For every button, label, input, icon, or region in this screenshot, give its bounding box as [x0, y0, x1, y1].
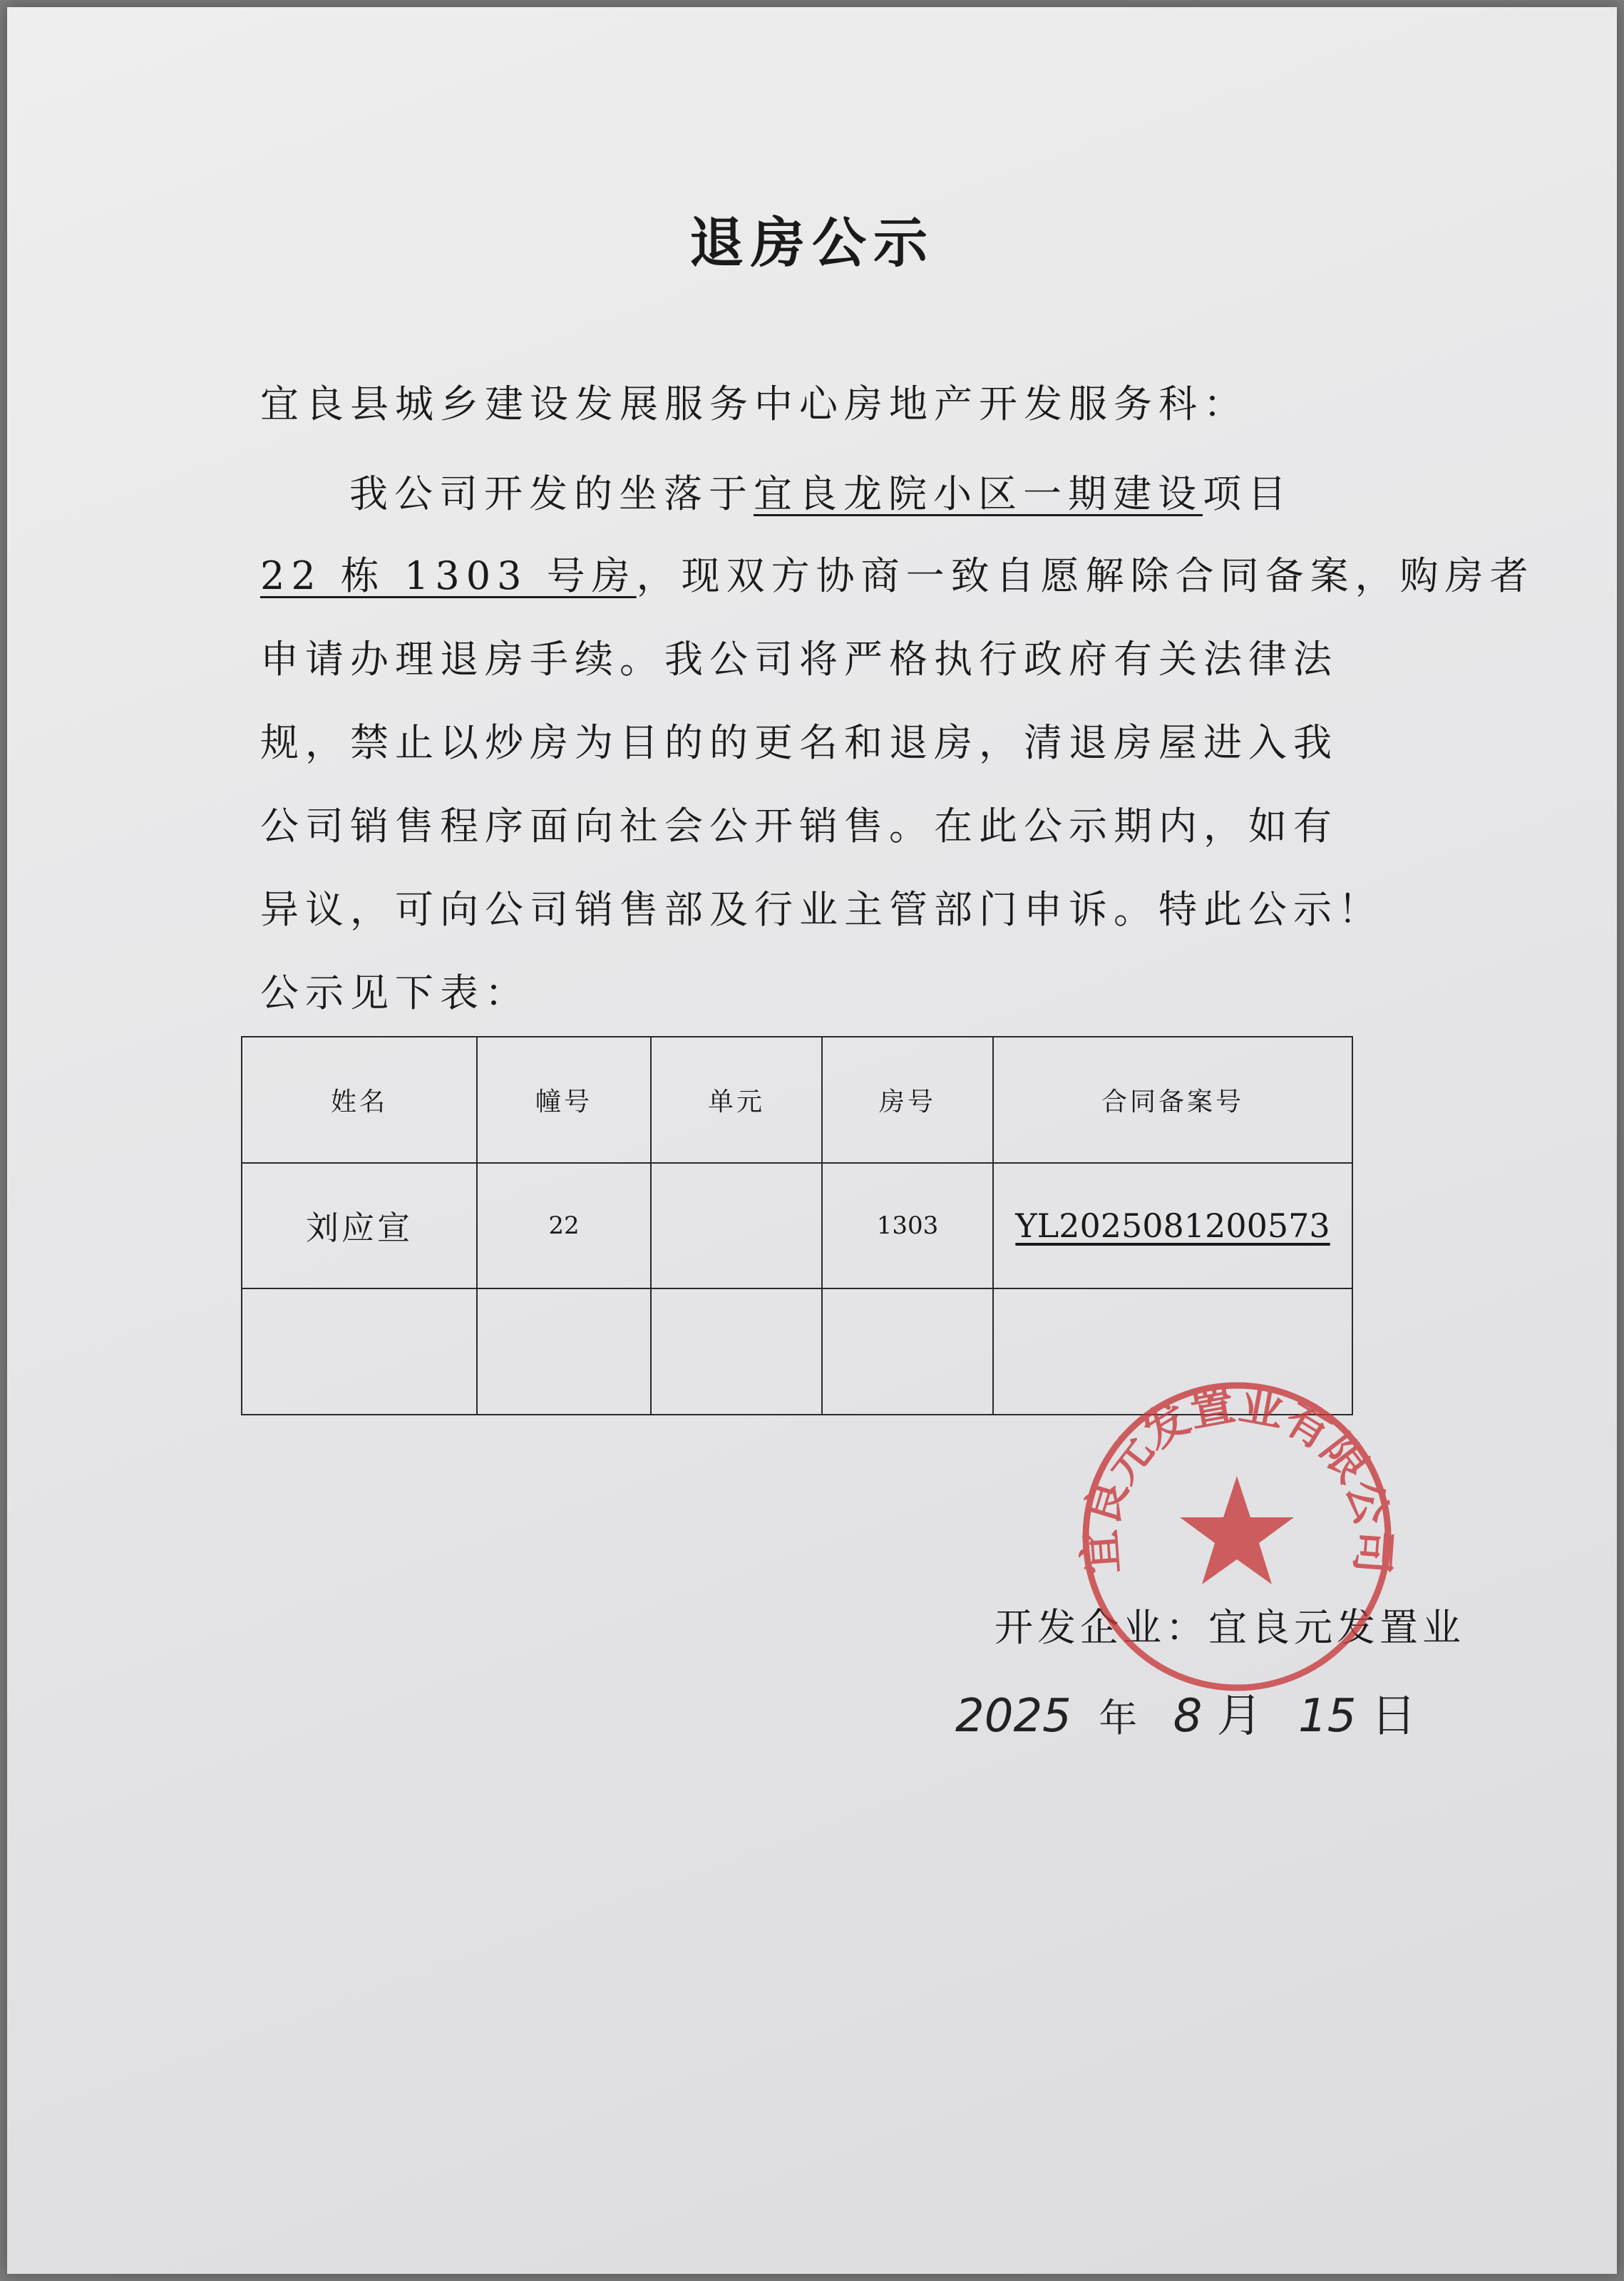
header-name: 姓名: [242, 1037, 477, 1163]
refund-table: [241, 1036, 1353, 1415]
body-text: 项目: [1203, 471, 1292, 516]
body-line-2: [260, 548, 1535, 605]
date-year-unit: 年: [1099, 1696, 1138, 1741]
table-row: [242, 1163, 1352, 1289]
seal-text-path: 宜良元发置业有限公司: [1073, 1378, 1401, 1576]
cell-contract-no: YL2025081200573: [993, 1163, 1352, 1289]
date-day: 15: [1297, 1690, 1357, 1743]
cell-name: 刘应宣: [242, 1163, 477, 1289]
company-seal: [1069, 1369, 1404, 1704]
body-line-3: 申请办理退房手续。我公司将严格执行政府有关法律法: [260, 637, 1338, 682]
developer-signature: 开发企业：宜良元发置业: [995, 1605, 1465, 1650]
body-text: ，现双方协商一致自愿解除合同备案，购房者: [636, 553, 1535, 598]
body-line-5: 公司销售程序面向社会公开销售。在此公示期内，如有: [260, 804, 1338, 849]
body-line-6: 异议，可向公司销售部及行业主管部门申诉。特此公示！: [260, 887, 1383, 932]
body-line-1: [349, 466, 1292, 523]
body-text: 我公司开发的坐落于: [349, 471, 754, 516]
document-title: 退房公示: [689, 211, 935, 275]
header-building: 幢号: [477, 1037, 651, 1163]
cell-empty: [477, 1288, 651, 1415]
date-day-unit: 日: [1370, 1690, 1417, 1743]
body-line-4: 规，禁止以炒房为目的的更名和退房，清退房屋进入我: [260, 720, 1338, 765]
cell-empty: [651, 1288, 822, 1415]
cell-empty: [822, 1288, 993, 1415]
cell-empty: [242, 1288, 477, 1415]
header-contract-no: 合同备案号: [993, 1037, 1352, 1163]
header-unit: 单元: [651, 1037, 822, 1163]
date-year: 2025: [955, 1690, 1071, 1743]
unit-reference: 22 栋 1303 号房: [260, 553, 637, 598]
recipient-line: 宜良县城乡建设发展服务中心房地产开发服务科：: [260, 381, 1248, 426]
date-month-unit: 月: [1216, 1690, 1263, 1743]
table-header-row: [242, 1037, 1352, 1163]
cell-unit: [651, 1163, 822, 1289]
cell-room: 1303: [822, 1163, 993, 1289]
project-name: 宜良龙院小区一期建设: [754, 471, 1203, 516]
header-room: 房号: [822, 1037, 993, 1163]
seal-star-icon: [1180, 1476, 1294, 1584]
body-line-7: 公示见下表：: [260, 970, 530, 1015]
date-month: 8: [1173, 1690, 1203, 1743]
cell-building: 22: [477, 1163, 651, 1289]
